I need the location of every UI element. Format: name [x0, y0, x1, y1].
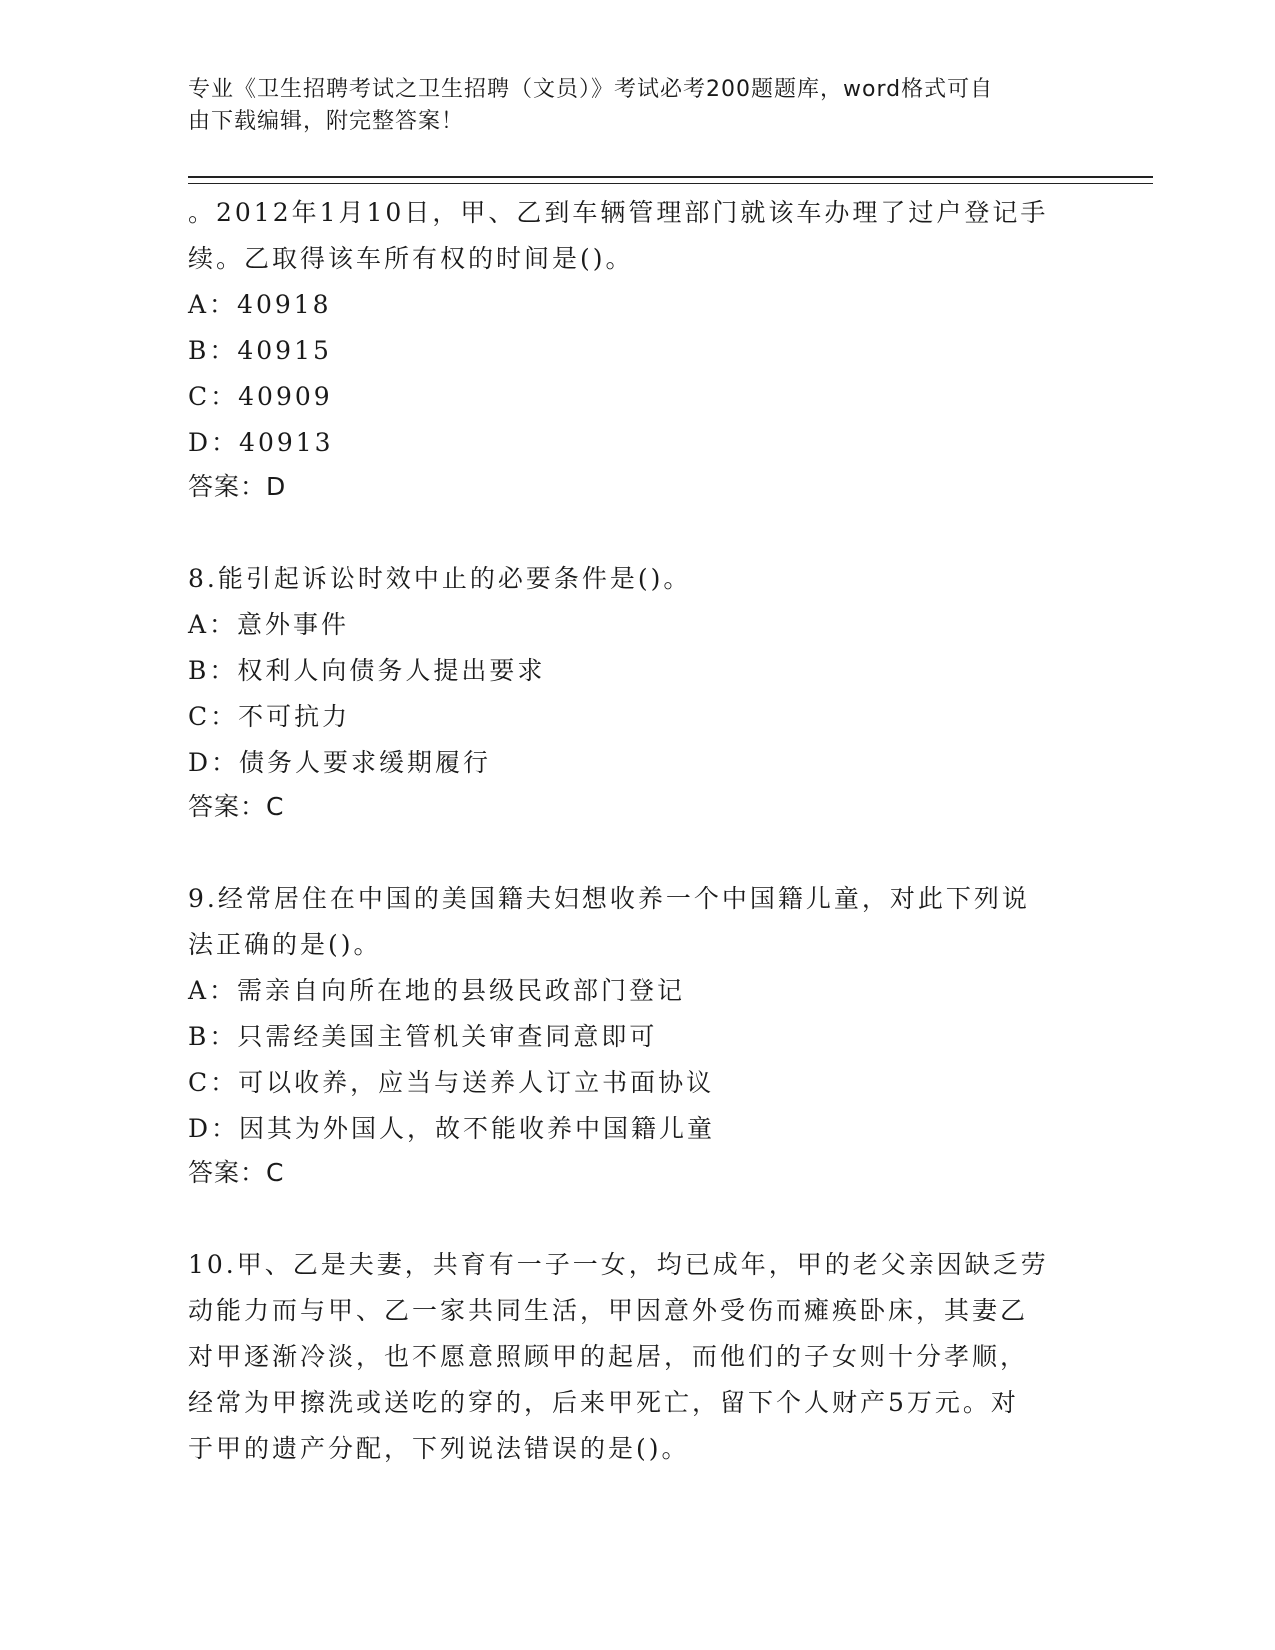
question-text-line: 续。乙取得该车所有权的时间是()。 — [188, 244, 634, 273]
option-c: C：不可抗力 — [188, 702, 351, 731]
question-text-line: 经常为甲擦洗或送吃的穿的，后来甲死亡，留下个人财产5万元。对 — [188, 1388, 1019, 1417]
option-b: B：只需经美国主管机关审查同意即可 — [188, 1022, 658, 1051]
option-d: D：债务人要求缓期履行 — [188, 748, 492, 777]
document-header — [188, 74, 1088, 138]
header-line-2: 由下载编辑，附完整答案！ — [188, 109, 465, 134]
document-body — [188, 190, 1088, 1472]
option-d: D：因其为外国人，故不能收养中国籍儿童 — [188, 1114, 716, 1143]
option-d: D：40913 — [188, 428, 334, 457]
question-10 — [188, 1242, 1088, 1472]
question-9 — [188, 876, 1088, 1194]
option-a: A：需亲自向所在地的县级民政部门登记 — [188, 976, 686, 1005]
question-7 — [188, 190, 1088, 508]
header-divider-thick — [188, 176, 1153, 178]
answer-line: 答案：D — [188, 472, 287, 501]
question-text-line: 。2012年1月10日，甲、乙到车辆管理部门就该车办理了过户登记手 — [188, 198, 1049, 227]
question-text-line: 动能力而与甲、乙一家共同生活，甲因意外受伤而瘫痪卧床，其妻乙 — [188, 1296, 1029, 1325]
question-text-line: 法正确的是()。 — [188, 930, 382, 959]
option-c: C：40909 — [188, 382, 333, 411]
question-text-line: 8.能引起诉讼时效中止的必要条件是()。 — [188, 564, 692, 593]
option-a: A：意外事件 — [188, 610, 350, 639]
answer-line: 答案：C — [188, 792, 285, 821]
option-c: C：可以收养，应当与送养人订立书面协议 — [188, 1068, 715, 1097]
question-text-line: 对甲逐渐冷淡，也不愿意照顾甲的起居，而他们的子女则十分孝顺， — [188, 1342, 1029, 1371]
header-line-1: 专业《卫生招聘考试之卫生招聘（文员）》考试必考200题题库，word格式可自 — [188, 77, 994, 102]
option-b: B：40915 — [188, 336, 332, 365]
question-8 — [188, 556, 1088, 828]
answer-line: 答案：C — [188, 1158, 285, 1187]
header-divider-thin — [188, 183, 1153, 184]
question-text-line: 9.经常居住在中国的美国籍夫妇想收养一个中国籍儿童，对此下列说 — [188, 884, 1030, 913]
question-text-line: 于甲的遗产分配，下列说法错误的是()。 — [188, 1434, 690, 1463]
question-text-line: 10.甲、乙是夫妻，共育有一子一女，均已成年，甲的老父亲因缺乏劳 — [188, 1250, 1049, 1279]
option-b: B：权利人向债务人提出要求 — [188, 656, 546, 685]
option-a: A：40918 — [188, 290, 332, 319]
